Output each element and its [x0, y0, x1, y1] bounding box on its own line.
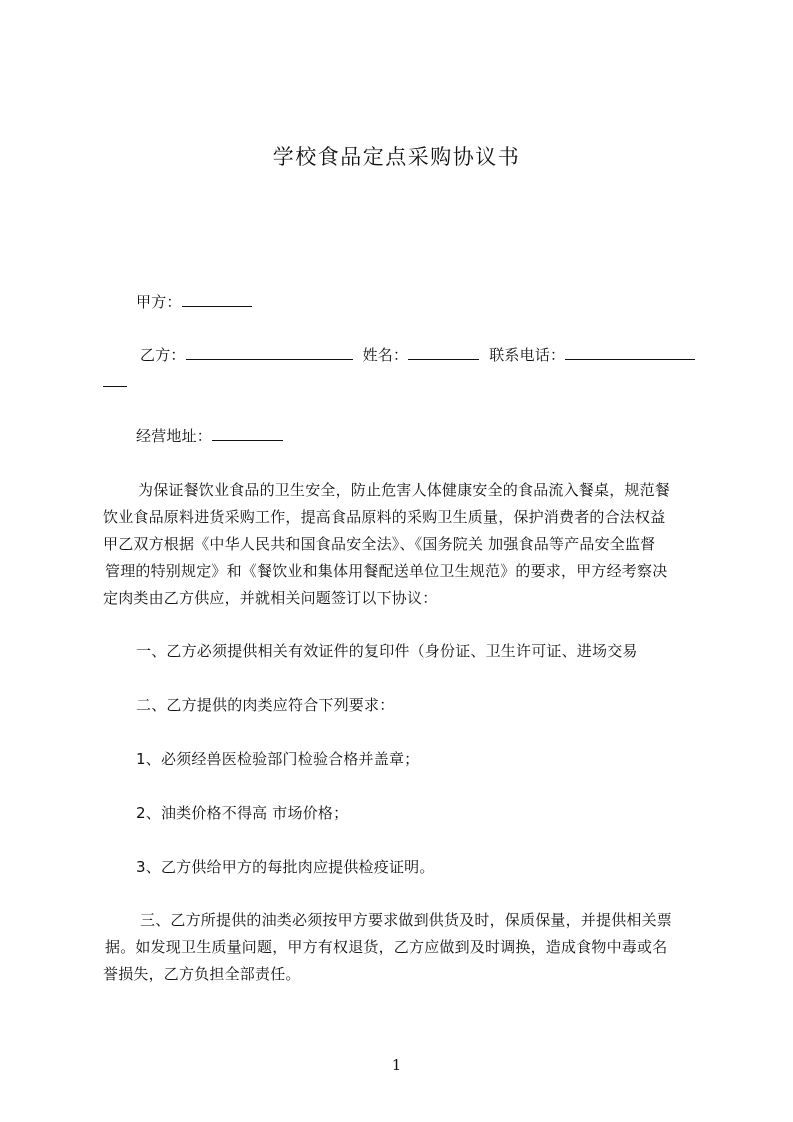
party-b-line — [140, 345, 695, 365]
phone-blank — [565, 345, 695, 360]
clause-1: 一、乙方必须提供相关有效证件的复印件（身份证、卫生许可证、进场交易 — [136, 642, 638, 660]
party-a-label: 甲方： — [136, 293, 182, 311]
intro-line-1: 为保证餐饮业食品的卫生安全，防止危害人体健康安全的食品流入餐桌，规范餐 — [138, 481, 671, 499]
party-b-blank — [186, 345, 353, 360]
clause-2: 二、乙方提供的肉类应符合下列要求： — [136, 696, 395, 714]
clause-2-item-3: 3、乙方供给甲方的每批肉应提供检疫证明。 — [136, 858, 435, 876]
intro-line-5: 定肉类由乙方供应，并就相关问题签订以下协议： — [103, 589, 438, 607]
clause-3-line-2: 据。如发现卫生质量问题，甲方有权退货，乙方应做到及时调换，造成食物中毒或名 — [105, 938, 668, 956]
party-a-blank — [182, 292, 252, 307]
name-label: 姓名： — [362, 346, 409, 364]
party-a-line — [136, 292, 252, 312]
clause-2-item-2: 2、油类价格不得高 市场价格； — [136, 804, 349, 822]
intro-line-4: 管理的特别规定》和《餐饮业和集体用餐配送单位卫生规范》的要求，甲方经考察决 — [105, 562, 668, 580]
phone-label: 联系电话： — [489, 346, 566, 364]
intro-line-3: 甲乙双方根据《中华人民共和国食品安全法》、《国务院关 加强食品等产品安全监督 — [103, 535, 656, 553]
address-blank — [212, 426, 283, 441]
address-line — [136, 426, 283, 446]
address-label: 经营地址： — [136, 427, 213, 445]
clause-3-line-3: 誉损失，乙方负担全部责任。 — [103, 965, 301, 983]
document-title: 学校食品定点采购协议书 — [272, 145, 521, 169]
clause-3-line-1: 三、乙方所提供的油类必须按甲方要求做到供货及时，保质保量，并提供相关票 — [140, 911, 673, 929]
page-number: 1 — [391, 1056, 402, 1074]
name-blank — [408, 345, 479, 360]
intro-line-2: 饮业食品原料进货采购工作，提高食品原料的采购卫生质量，保护消费者的合法权益 — [103, 508, 666, 526]
phone-blank-continuation — [103, 372, 127, 392]
clause-2-item-1: 1、必须经兽医检验部门检验合格并盖章； — [136, 750, 420, 768]
party-b-label: 乙方： — [140, 346, 186, 364]
